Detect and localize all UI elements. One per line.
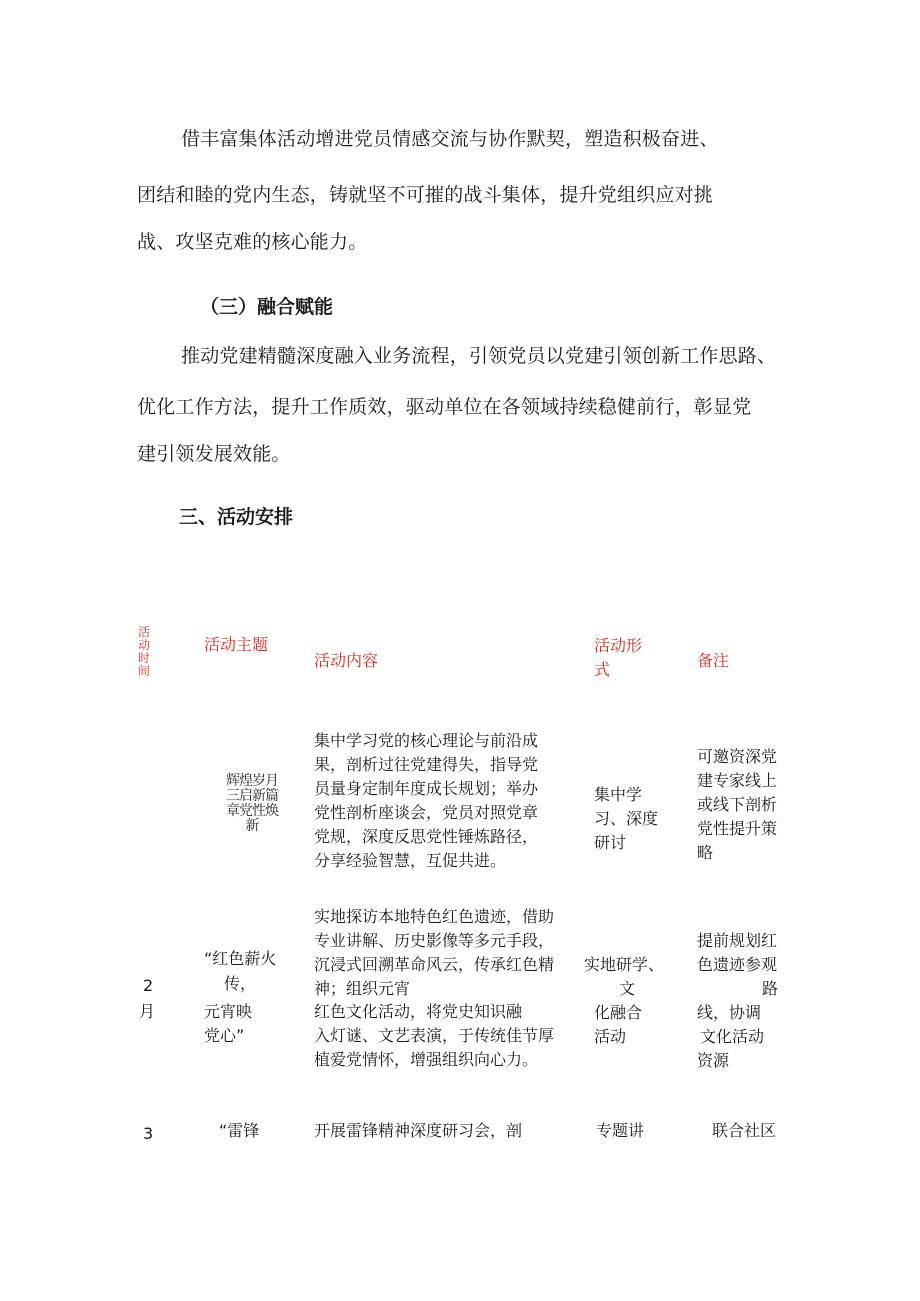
row-3-theme: “雷锋 xyxy=(219,1121,260,1140)
row-1-content-line-1: 集中学习党的核心理论与前沿成 xyxy=(314,731,539,750)
row-2-note-line-2: 色遗迹参观 xyxy=(697,955,778,974)
row-2-content-line-1: 实地探访本地特色红色遗迹，借助 xyxy=(314,907,555,926)
row-3-content: 开展雷锋精神深度研习会，剖 xyxy=(314,1121,523,1140)
row-1-form-line-3: 研讨 xyxy=(594,833,627,852)
row-2-content-line-6: 入灯谜、文艺表演，于传统佳节厚 xyxy=(314,1026,555,1045)
header-note: 备注 xyxy=(697,651,730,670)
row-1-content-line-5: 党规，深度反思党性锤炼路径， xyxy=(314,827,539,846)
row-2-note-line-5: 文化活动 xyxy=(700,1027,765,1046)
row-3-form: 专题讲 xyxy=(596,1121,645,1140)
row-2-note-line-4: 线，协调 xyxy=(697,1003,762,1022)
row-2-theme-line-4: 党心” xyxy=(204,1026,245,1045)
paragraph-2-line-2: 优化工作方法，提升工作质效，驱动单位在各领域持续稳健前行，彰显党 xyxy=(137,396,752,418)
paragraph-1-line-3: 战、攻坚克难的核心能力。 xyxy=(137,231,368,253)
row-1-note-line-3: 或线下剖析 xyxy=(697,795,778,814)
row-2-content-line-3: 沉浸式回溯革命风云，传承红色精 xyxy=(314,955,555,974)
row-1-note-line-5: 略 xyxy=(697,843,714,862)
row-3-note: 联合社区 xyxy=(712,1121,777,1140)
paragraph-2-line-1: 推动党建精髓深度融入业务流程，引领党员以党建引领创新工作思路、 xyxy=(181,345,777,367)
row-1-note-line-1: 可邀资深党 xyxy=(697,747,778,766)
row-1-note-line-4: 党性提升策 xyxy=(697,819,778,838)
row-1-theme-garbled: 辉煌岁月三启新篇章党性焕新 xyxy=(226,773,278,834)
row-2-content-line-2: 专业讲解、历史影像等多元手段， xyxy=(314,931,555,950)
paragraph-1-line-1: 借丰富集体活动增进党员情感交流与协作默契，塑造积极奋进、 xyxy=(181,128,719,150)
row-2-form-line-1: 实地研学、 xyxy=(584,955,665,974)
row-2-form-line-3: 化融合 xyxy=(594,1003,643,1022)
row-3-month: 3 xyxy=(143,1124,154,1143)
row-2-theme-line-3: 元宵映 xyxy=(204,1002,253,1021)
row-1-content-line-3: 员量身定制年度成长规划；举办 xyxy=(314,779,539,798)
row-2-content-line-5: 红色文化活动，将党史知识融 xyxy=(314,1002,523,1021)
row-2-theme-line-1: “红色薪火 xyxy=(204,949,277,968)
row-2-note-line-1: 提前规划红 xyxy=(697,931,778,950)
section-heading-3: 三、活动安排 xyxy=(179,506,294,528)
subsection-heading-3: （三）融合赋能 xyxy=(200,296,334,318)
row-2-month-line-2: 月 xyxy=(139,1002,156,1021)
row-1-content-line-6: 分享经验智慧，互促共进。 xyxy=(314,851,507,870)
row-1-content-line-2: 果，剖析过往党建得失，指导党 xyxy=(314,755,539,774)
row-2-form-line-2: 文 xyxy=(619,979,636,998)
row-2-theme-line-2: 传， xyxy=(224,974,257,993)
row-2-month-line-1: 2 xyxy=(143,976,154,995)
paragraph-2-line-3: 建引领发展效能。 xyxy=(137,443,291,465)
row-2-form-line-4: 活动 xyxy=(594,1027,627,1046)
row-1-form-line-1: 集中学 xyxy=(594,785,643,804)
row-2-content-line-4: 神；组织元宵 xyxy=(314,979,411,998)
header-activity-form-line-1: 活动形 xyxy=(594,636,643,655)
header-activity-theme: 活动主题 xyxy=(204,635,269,654)
header-activity-time: 活动时间 xyxy=(137,625,150,678)
row-2-content-line-7: 植爱党情怀，增强组织向心力。 xyxy=(314,1050,539,1069)
row-1-form-line-2: 习、深度 xyxy=(594,809,659,828)
row-2-note-line-3: 路 xyxy=(762,979,779,998)
row-1-note-line-2: 建专家线上 xyxy=(697,771,778,790)
header-activity-form-line-2: 式 xyxy=(594,660,611,679)
row-1-content-line-4: 党性剖析座谈会，党员对照党章 xyxy=(314,803,539,822)
header-activity-content: 活动内容 xyxy=(314,651,379,670)
row-2-note-line-6: 资源 xyxy=(697,1051,730,1070)
paragraph-1-line-2: 团结和睦的党内生态，铸就坚不可摧的战斗集体，提升党组织应对挑 xyxy=(137,184,714,206)
